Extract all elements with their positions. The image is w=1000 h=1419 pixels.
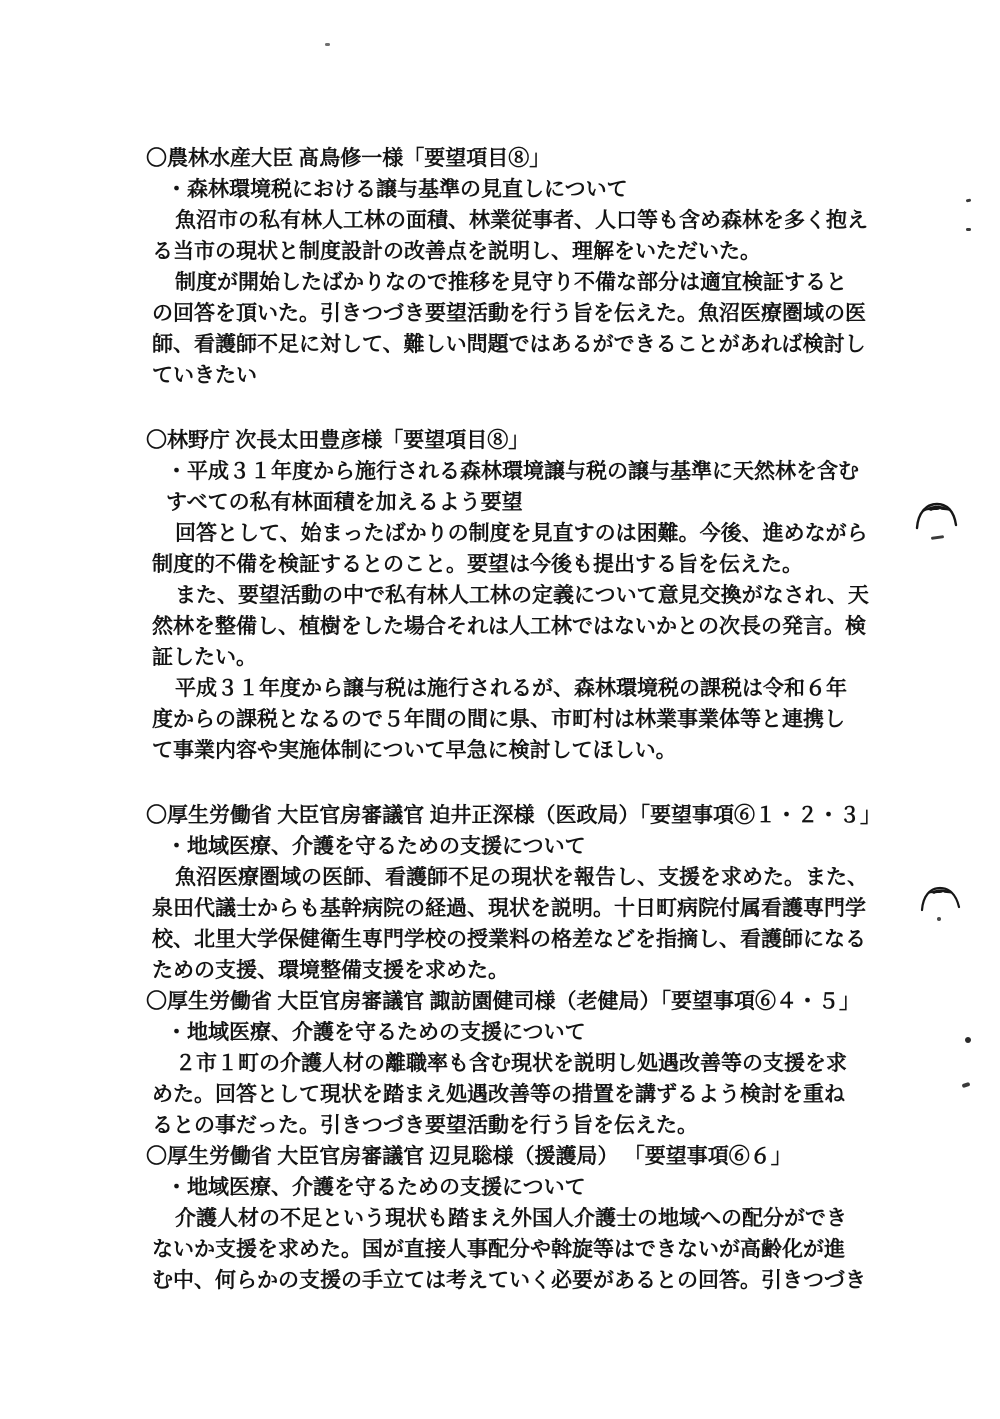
scan-speck bbox=[965, 1037, 971, 1043]
text-line: 度からの課税となるので５年間の間に県、市町村は林業事業体等と連携し bbox=[152, 707, 845, 731]
text-line: む中、何らかの支援の手立ては考えていく必要があるとの回答。引きつづき bbox=[152, 1268, 866, 1292]
section-rinyacho bbox=[146, 425, 906, 766]
text-line: めた。回答として現状を踏まえ処遇改善等の措置を講ずるよう検討を重ね bbox=[152, 1082, 845, 1106]
scan-speck bbox=[962, 1082, 971, 1088]
text-line: ないか支援を求めた。国が直接人事配分や斡旋等はできないが高齢化が進 bbox=[152, 1237, 845, 1261]
text-line: 制度的不備を検証するとのこと。要望は今後も提出する旨を伝えた。 bbox=[152, 552, 803, 576]
text-line: すべての私有林面積を加えるよう要望 bbox=[166, 490, 523, 514]
bullet-line: ・地域医療、介護を守るための支援について bbox=[166, 1020, 586, 1044]
text-line: 然林を整備し、植樹をした場合それは人工林ではないかとの次長の発言。検 bbox=[152, 614, 866, 638]
text-line: るとの事だった。引きつづき要望活動を行う旨を伝えた。 bbox=[152, 1113, 698, 1137]
section-heading: 〇厚生労働省 大臣官房審議官 迫井正深様（医政局）「要望事項⑥１・２・３」 bbox=[146, 803, 881, 827]
text-line: 回答として、始まったばかりの制度を見直すのは困難。今後、進めながら bbox=[175, 521, 868, 545]
scan-speck bbox=[937, 917, 941, 921]
text-line: 泉田代議士からも基幹病院の経過、現状を説明。十日町病院付属看護専門学 bbox=[152, 896, 866, 920]
bullet-line: ・森林環境税における譲与基準の見直しについて bbox=[166, 177, 628, 201]
text-line: 制度が開始したばかりなので推移を見守り不備な部分は適宜検証すると bbox=[175, 270, 847, 294]
section-kourousho-roukenkyoku bbox=[146, 986, 906, 1141]
text-line: 師、看護師不足に対して、難しい問題ではあるができることがあれば検討し bbox=[152, 332, 866, 356]
text-line: る当市の現状と制度設計の改善点を説明し、理解をいただいた。 bbox=[152, 239, 761, 263]
document-body bbox=[146, 143, 906, 1296]
scan-speck bbox=[325, 43, 330, 46]
text-line: 証したい。 bbox=[152, 645, 257, 669]
bullet-line: ・地域医療、介護を守るための支援について bbox=[166, 1175, 586, 1199]
text-line: 校、北里大学保健衛生専門学校の授業料の格差などを指摘し、看護師になる bbox=[152, 927, 866, 951]
text-line: ための支援、環境整備支援を求めた。 bbox=[152, 958, 509, 982]
section-heading: 〇農林水産大臣 髙鳥修一様「要望項目⑧」 bbox=[146, 146, 551, 170]
bullet-line: ・地域医療、介護を守るための支援について bbox=[166, 834, 586, 858]
section-heading: 〇厚生労働省 大臣官房審議官 辺見聡様（援護局） 「要望事項⑥６」 bbox=[146, 1144, 792, 1168]
section-heading: 〇林野庁 次長太田豊彦様「要望項目⑧」 bbox=[146, 428, 530, 452]
text-line: また、要望活動の中で私有林人工林の定義について意見交換がなされ、天 bbox=[175, 583, 869, 607]
text-line: 平成３１年度から譲与税は施行されるが、森林環境税の課税は令和６年 bbox=[175, 676, 847, 700]
text-line: 魚沼市の私有林人工林の面積、林業従事者、人口等も含め森林を多く抱え bbox=[175, 208, 868, 232]
section-norinsuisan-daijin bbox=[146, 143, 906, 391]
text-line: の回答を頂いた。引きつづき要望活動を行う旨を伝えた。魚沼医療圏域の医 bbox=[152, 301, 866, 325]
text-line: て事業内容や実施体制について早急に検討してほしい。 bbox=[152, 738, 677, 762]
section-kourousho-engokyoku bbox=[146, 1141, 906, 1296]
section-heading: 〇厚生労働省 大臣官房審議官 諏訪園健司様（老健局）「要望事項⑥４・５」 bbox=[146, 989, 860, 1013]
text-line: 介護人材の不足という現状も踏まえ外国人介護士の地域への配分ができ bbox=[175, 1206, 847, 1230]
section-kourousho-iseikyoku bbox=[146, 800, 906, 986]
scan-speck bbox=[966, 228, 971, 231]
binding-mark-icon bbox=[918, 884, 964, 922]
text-line: 魚沼医療圏域の医師、看護師不足の現状を報告し、支援を求めた。また、 bbox=[175, 865, 868, 889]
text-line: ２市１町の介護人材の離職率も含む現状を説明し処遇改善等の支援を求 bbox=[175, 1051, 847, 1075]
scan-speck bbox=[966, 199, 972, 203]
text-line: ていきたい bbox=[152, 363, 257, 387]
bullet-line: ・平成３１年度から施行される森林環境譲与税の譲与基準に天然林を含む bbox=[166, 459, 859, 483]
